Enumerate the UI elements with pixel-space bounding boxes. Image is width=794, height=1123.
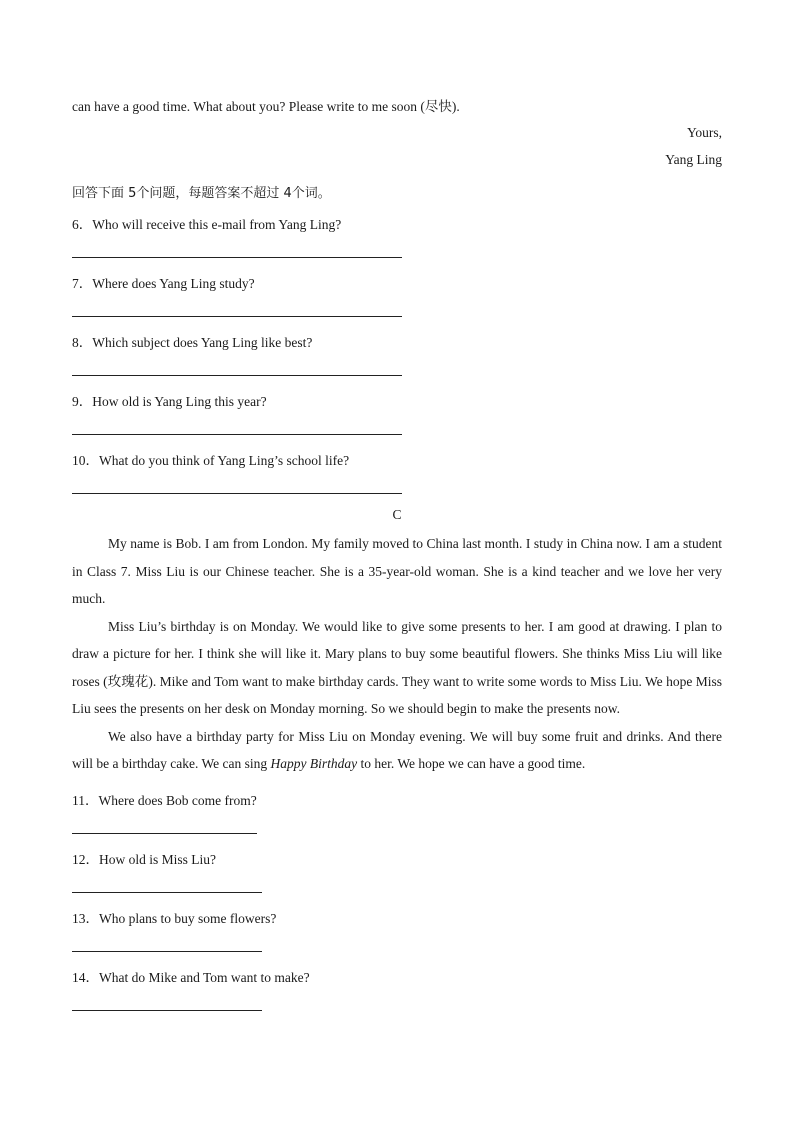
letter-signature: Yang Ling [665,152,722,167]
letter-closing-line: can have a good time. What about you? Please write to me soon (尽快). [72,99,460,114]
song-title: Happy Birthday [270,756,358,771]
question-7: 7．Where does Yang Ling study? [72,276,255,291]
question-6: 6．Who will receive this e-mail from Yang Ling? [72,217,342,232]
passage-paragraph-1: My name is Bob. I am from London. My family moved to China last month. I study in China now. I am a student in Class 7. Miss Liu is our Chinese teacher. She is a 35-year-old woman. She is a kind teacher and we love her very much. [72,536,722,606]
paragraph-3-text-end: to her. We hope we can have a good time. [357,756,586,771]
answer-line-14[interactable] [72,1010,262,1011]
answer-line-11[interactable] [72,833,257,834]
instruction-text: 回答下面 5个问题，每题答案不超过 4个词。 [72,186,331,201]
section-label-c: C [392,507,402,522]
answer-line-8[interactable] [72,375,402,376]
passage-paragraph-3 [72,723,722,778]
answer-line-12[interactable] [72,892,262,893]
question-12: 12．How old is Miss Liu? [72,852,217,867]
reading-passage-c [72,530,722,778]
paragraph-3-text-start: We also have a birthday party for Miss Liu on Monday evening. We will buy some fruit and drinks. And there will be a birthday cake. We can sing [72,728,722,771]
question-14: 14．What do Mike and Tom want to make? [72,970,310,985]
question-13: 13．Who plans to buy some flowers? [72,911,277,926]
question-11: 11．Where does Bob come from? [72,793,257,808]
answer-line-9[interactable] [72,434,402,435]
question-8: 8．Which subject does Yang Ling like best? [72,335,313,350]
passage-paragraph-2: Miss Liu’s birthday is on Monday. We would like to give some presents to her. I am good at drawing. I plan to draw a picture for her. I think she will like it. Mary plans to buy some beautiful flowers. She thinks Miss Liu will like roses (玫瑰花). Mike and Tom want to make birthday cards. They want to write some words to Miss Liu. We hope Miss Liu sees the presents on her desk on Monday morning. So we should begin to make the presents now. [72,618,722,716]
question-10: 10．What do you think of Yang Ling’s school life? [72,453,350,468]
answer-line-6[interactable] [72,257,402,258]
letter-sign-off: Yours, [686,125,722,140]
worksheet-page [72,0,722,1123]
answer-line-13[interactable] [72,951,262,952]
answer-line-10[interactable] [72,493,402,494]
answer-line-7[interactable] [72,316,402,317]
question-9: 9．How old is Yang Ling this year? [72,394,267,409]
